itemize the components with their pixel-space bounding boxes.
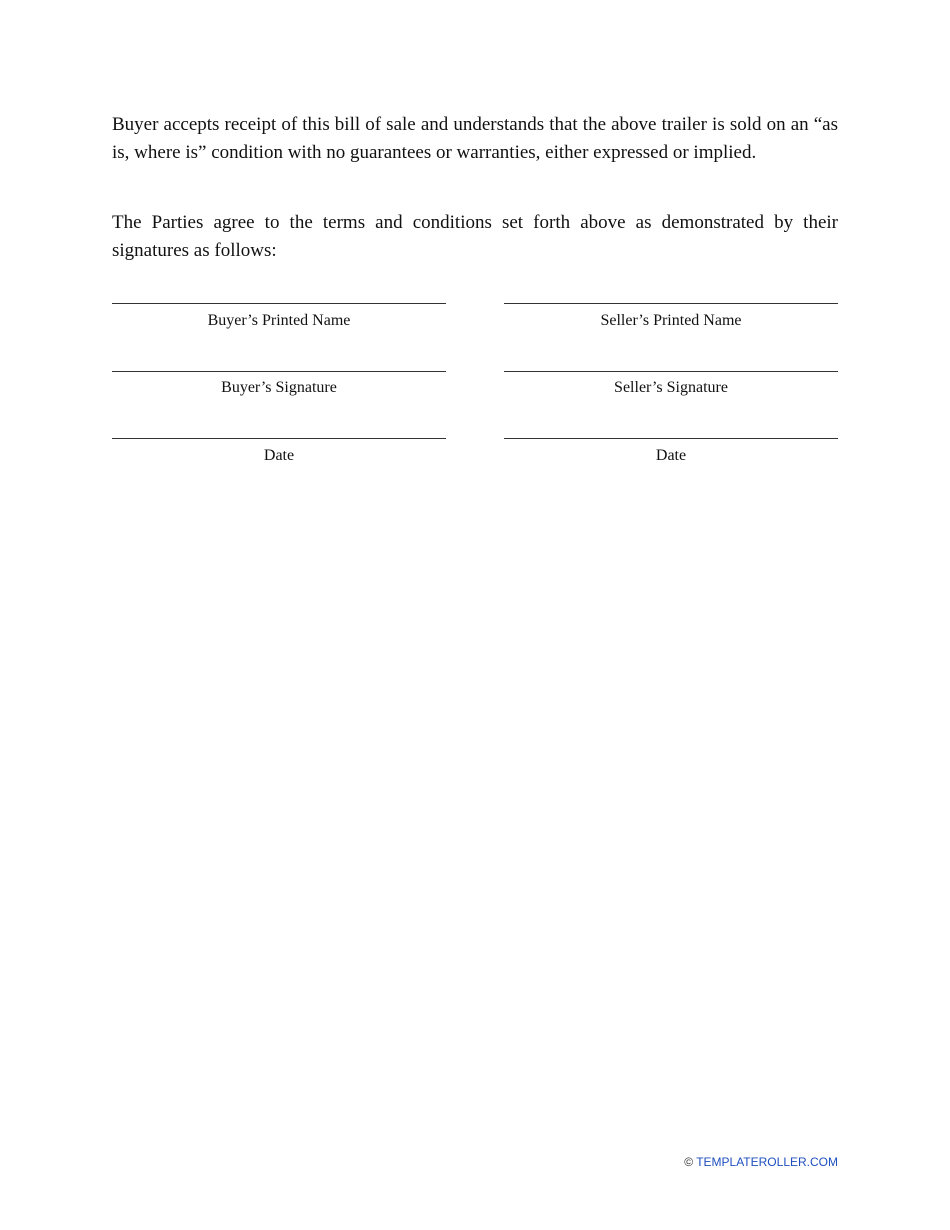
buyer-printed-name-line[interactable] [112, 303, 446, 304]
buyer-date-line[interactable] [112, 438, 446, 439]
templateroller-link[interactable]: TEMPLATEROLLER.COM [696, 1155, 838, 1169]
seller-signature-line[interactable] [504, 371, 838, 372]
seller-date-line[interactable] [504, 438, 838, 439]
seller-date-label: Date [655, 447, 687, 464]
copyright-symbol: © [684, 1155, 694, 1169]
seller-signature-label: Seller’s Signature [614, 379, 728, 396]
footer-credit [684, 1154, 838, 1170]
seller-printed-name-line[interactable] [504, 303, 838, 304]
buyer-printed-name-label: Buyer’s Printed Name [207, 312, 351, 329]
agreement-paragraph: The Parties agree to the terms and conditions set forth above as demonstrated by their signatures as follows: [112, 212, 838, 261]
seller-printed-name-label: Seller’s Printed Name [600, 312, 742, 329]
buyer-date-label: Date [263, 447, 295, 464]
buyer-signature-label: Buyer’s Signature [221, 379, 337, 396]
buyer-signature-line[interactable] [112, 371, 446, 372]
acceptance-paragraph: Buyer accepts receipt of this bill of sale and understands that the above trailer is sold on an “as is, where is” condition with no guarantees or warranties, either expressed or implied. [112, 114, 838, 163]
